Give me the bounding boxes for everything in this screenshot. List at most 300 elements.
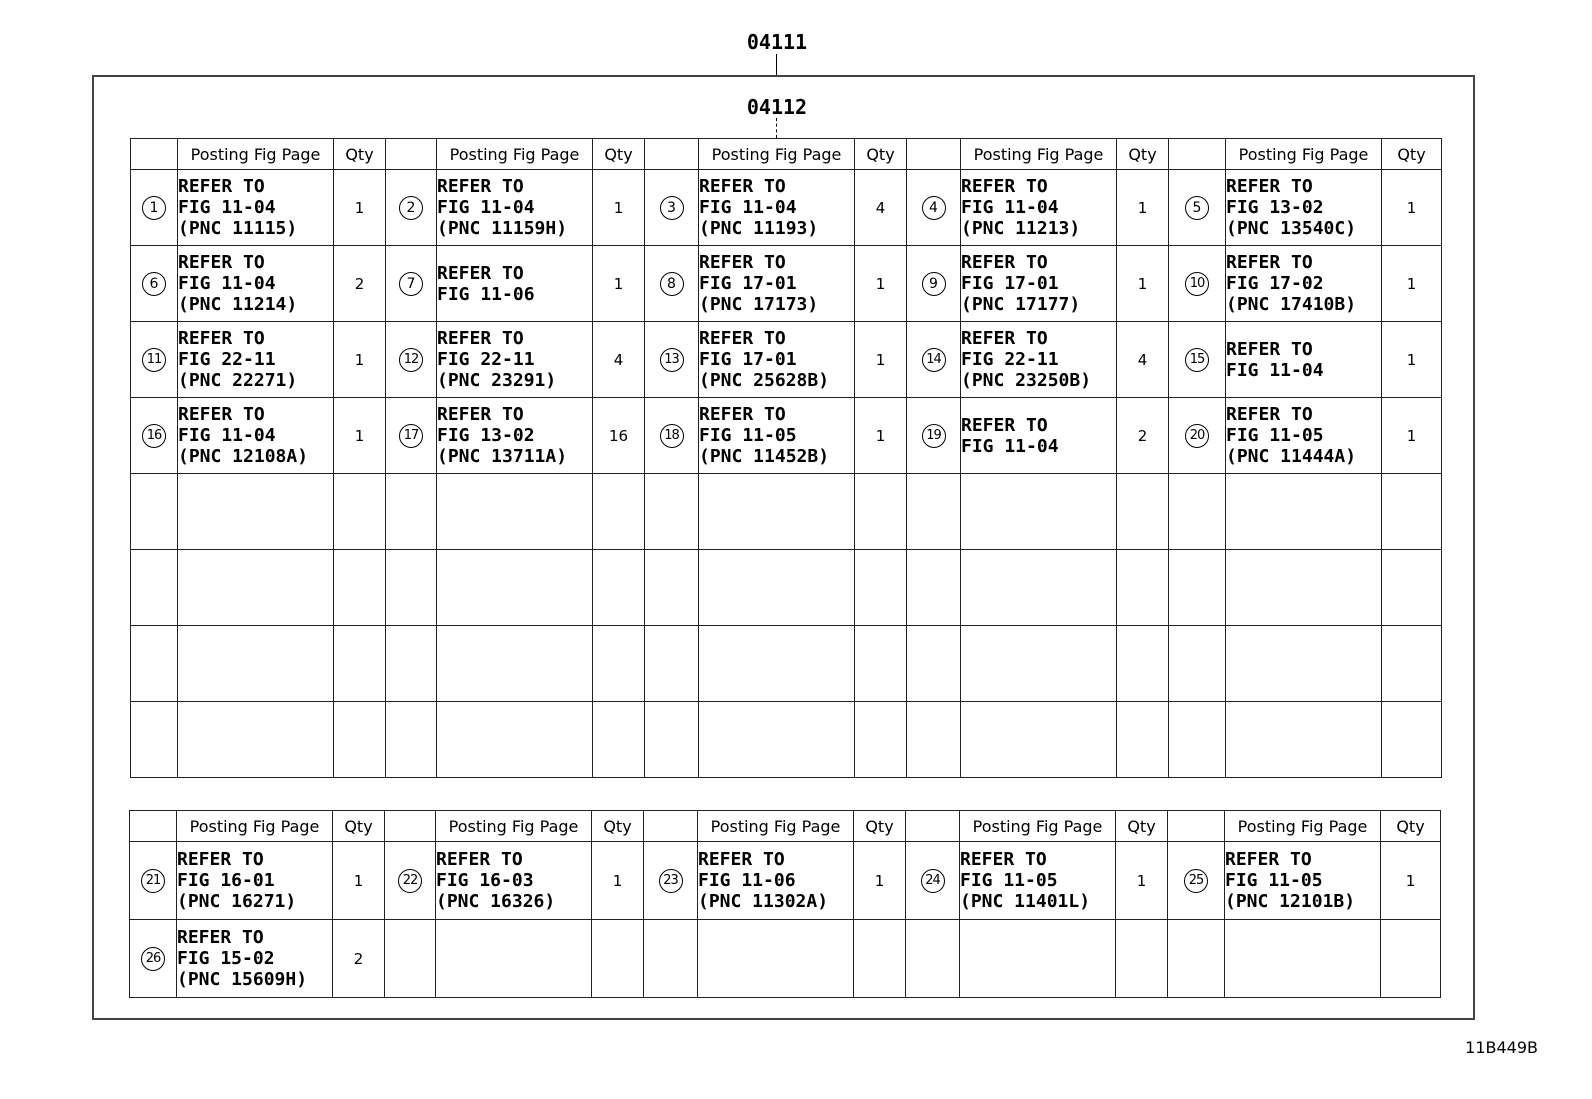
qty-cell [1117,550,1169,626]
posting-fig-page-cell [178,322,334,398]
callout-number-circle: 6 [142,272,166,296]
reference-line: (PNC 11444A) [1226,446,1357,467]
reference-line: REFER TO [961,176,1048,197]
qty-value: 1 [1405,871,1416,890]
index-cell [645,550,699,626]
reference-line: (PNC 25628B) [699,370,830,391]
reference-text [1226,404,1381,467]
posting-fig-page-cell [178,398,334,474]
reference-line: FIG 11-04 [699,197,797,218]
qty-cell [334,322,386,398]
reference-line: (PNC 17173) [699,294,819,315]
posting-fig-page-cell [1226,702,1382,778]
reference-line: REFER TO [699,176,786,197]
callout-number-circle: 14 [922,348,946,372]
callout-number-circle: 7 [399,272,423,296]
qty-cell [1116,842,1168,920]
reference-line: (PNC 15609H) [177,969,308,990]
callout-number-circle: 13 [660,348,684,372]
reference-line: (PNC 23250B) [961,370,1092,391]
header-posting-fig-page: Posting Fig Page [1226,139,1382,170]
header-posting-fig-page: Posting Fig Page [1225,811,1381,842]
reference-text [699,328,854,391]
posting-fig-page-cell [961,550,1117,626]
reference-text [436,849,591,912]
index-cell [385,842,436,920]
reference-line: FIG 11-05 [1225,870,1323,891]
header-qty: Qty [334,139,386,170]
reference-line: REFER TO [177,927,264,948]
qty-value: 1 [613,198,624,217]
posting-fig-page-cell [1225,842,1381,920]
reference-text [437,263,592,305]
index-cell [907,170,961,246]
leader-line-04111 [776,54,777,76]
reference-text [1225,849,1380,912]
reference-line: (PNC 11302A) [698,891,829,912]
qty-value: 1 [354,426,365,445]
posting-fig-page-cell [961,398,1117,474]
header-posting-fig-page: Posting Fig Page [177,811,333,842]
qty-value: 1 [874,871,885,890]
callout-number-circle: 26 [141,947,165,971]
qty-value: 4 [1137,350,1148,369]
qty-cell [1382,398,1442,474]
qty-cell [855,474,907,550]
callout-number-circle: 10 [1185,272,1209,296]
posting-fig-page-cell [699,626,855,702]
reference-line: (PNC 16326) [436,891,556,912]
qty-cell [592,920,644,998]
header-posting-fig-page: Posting Fig Page [178,139,334,170]
reference-line: FIG 15-02 [177,948,275,969]
header-qty: Qty [854,811,906,842]
reference-line: FIG 11-06 [437,283,535,305]
posting-fig-page-cell [178,246,334,322]
qty-value: 4 [613,350,624,369]
reference-text [961,328,1116,391]
reference-line: FIG 11-05 [960,870,1058,891]
qty-cell [1117,702,1169,778]
index-cell [1169,626,1226,702]
posting-fig-page-cell [1226,626,1382,702]
index-cell [386,398,437,474]
reference-text [961,176,1116,239]
index-cell [131,322,178,398]
callout-number-circle: 1 [142,196,166,220]
qty-cell [334,550,386,626]
reference-line: FIG 16-01 [177,870,275,891]
header-qty: Qty [1381,811,1441,842]
header-index-cell [386,139,437,170]
qty-cell [592,842,644,920]
reference-text [699,404,854,467]
reference-line: REFER TO [1225,849,1312,870]
callout-number-circle: 9 [922,272,946,296]
header-index-cell [130,811,177,842]
qty-value: 1 [613,274,624,293]
callout-number-circle: 5 [1185,196,1209,220]
reference-line: REFER TO [960,849,1047,870]
reference-line: REFER TO [698,849,785,870]
posting-fig-page-cell [699,702,855,778]
posting-fig-page-cell [1226,474,1382,550]
posting-fig-page-cell [1226,322,1382,398]
posting-fig-page-cell [960,920,1116,998]
reference-line: FIG 11-05 [1226,425,1324,446]
index-cell [645,626,699,702]
reference-text [960,849,1115,912]
posting-fig-page-cell [1226,398,1382,474]
reference-text [177,927,332,990]
qty-cell [1117,322,1169,398]
reference-line: REFER TO [437,328,524,349]
posting-fig-page-cell [178,702,334,778]
qty-value: 1 [875,350,886,369]
reference-line: FIG 11-04 [178,197,276,218]
index-cell [1169,322,1226,398]
reference-line: (PNC 12108A) [178,446,309,467]
posting-fig-page-cell [178,626,334,702]
table-row [130,920,1441,998]
index-cell [386,322,437,398]
posting-fig-page-cell [437,322,593,398]
posting-fig-page-cell [699,246,855,322]
reference-line: (PNC 11115) [178,218,298,239]
index-cell [907,550,961,626]
posting-fig-page-cell [437,702,593,778]
callout-number-circle: 2 [399,196,423,220]
index-cell [1169,398,1226,474]
qty-cell [1117,474,1169,550]
index-cell [1169,246,1226,322]
qty-value: 1 [1406,198,1417,217]
callout-number-circle: 23 [659,869,683,893]
qty-cell [855,550,907,626]
index-cell [1169,550,1226,626]
qty-cell [854,920,906,998]
reference-line: REFER TO [961,252,1048,273]
posting-fig-page-cell [961,170,1117,246]
reference-line: REFER TO [437,176,524,197]
posting-fig-page-cell [437,474,593,550]
qty-cell [593,626,645,702]
posting-fig-page-cell [178,474,334,550]
reference-line: (PNC 13711A) [437,446,568,467]
posting-fig-page-cell [698,920,854,998]
qty-cell [593,246,645,322]
reference-line: FIG 11-06 [698,870,796,891]
reference-line: (PNC 12101B) [1225,891,1356,912]
header-qty: Qty [593,139,645,170]
table-row [131,550,1442,626]
reference-line: REFER TO [178,328,265,349]
reference-text [698,849,853,912]
qty-value: 1 [1406,274,1417,293]
qty-value: 16 [608,426,629,445]
qty-cell [334,626,386,702]
posting-fig-page-cell [961,246,1117,322]
reference-text [961,415,1116,457]
posting-fig-page-cell [1226,246,1382,322]
index-cell [386,550,437,626]
reference-line: REFER TO [177,849,264,870]
index-cell [907,702,961,778]
reference-line: REFER TO [1226,404,1313,425]
reference-line: REFER TO [699,404,786,425]
reference-line: (PNC 17410B) [1226,294,1357,315]
reference-line: (PNC 11193) [699,218,819,239]
reference-text [178,176,333,239]
qty-value: 1 [1136,871,1147,890]
reference-line: FIG 13-02 [1226,197,1324,218]
index-cell [907,474,961,550]
reference-line: REFER TO [699,328,786,349]
posting-fig-page-cell [961,474,1117,550]
reference-line: REFER TO [178,252,265,273]
index-cell [131,626,178,702]
qty-value: 1 [353,871,364,890]
qty-cell [334,474,386,550]
posting-fig-page-cell [961,702,1117,778]
reference-line: REFER TO [437,404,524,425]
reference-line: FIG 11-04 [961,197,1059,218]
qty-cell [1382,702,1442,778]
index-cell [1169,474,1226,550]
index-cell [644,920,698,998]
qty-value: 1 [875,274,886,293]
reference-text [178,404,333,467]
callout-number-circle: 15 [1185,348,1209,372]
index-cell [906,920,960,998]
qty-cell [1117,398,1169,474]
table-row [131,702,1442,778]
index-cell [130,920,177,998]
index-cell [1169,702,1226,778]
posting-fig-page-cell [436,920,592,998]
reference-line: FIG 16-03 [436,870,534,891]
reference-text [961,252,1116,315]
qty-value: 2 [353,949,364,968]
callout-number-circle: 16 [142,424,166,448]
callout-number-circle: 3 [660,196,684,220]
header-qty: Qty [1116,811,1168,842]
reference-line: FIG 17-01 [699,273,797,294]
index-cell [131,398,178,474]
index-cell [645,474,699,550]
table-header-row [130,811,1441,842]
index-cell [386,246,437,322]
header-qty: Qty [855,139,907,170]
index-cell [645,246,699,322]
qty-cell [1382,246,1442,322]
reference-line: FIG 11-04 [1226,359,1324,381]
posting-fig-page-cell [436,842,592,920]
header-index-cell [131,139,178,170]
index-cell [386,474,437,550]
reference-line: FIG 11-05 [699,425,797,446]
callout-number-circle: 4 [922,196,946,220]
reference-text [177,849,332,912]
reference-line: FIG 17-01 [961,273,1059,294]
header-qty: Qty [333,811,385,842]
reference-line: REFER TO [961,414,1048,436]
qty-cell [855,398,907,474]
reference-line: FIG 13-02 [437,425,535,446]
posting-fig-page-cell [177,842,333,920]
callout-number-circle: 12 [399,348,423,372]
qty-cell [593,398,645,474]
reference-line: (PNC 17177) [961,294,1081,315]
index-cell [1168,920,1225,998]
posting-fig-page-cell [437,550,593,626]
reference-text [699,176,854,239]
header-posting-fig-page: Posting Fig Page [699,139,855,170]
posting-fig-page-cell [699,550,855,626]
reference-line: (PNC 11214) [178,294,298,315]
table-row [131,398,1442,474]
qty-cell [593,702,645,778]
reference-line: REFER TO [961,328,1048,349]
qty-value: 4 [875,198,886,217]
index-cell [1168,842,1225,920]
index-cell [385,920,436,998]
index-cell [386,702,437,778]
posting-fig-page-cell [960,842,1116,920]
index-cell [131,246,178,322]
qty-value: 1 [875,426,886,445]
table-row [131,170,1442,246]
header-index-cell [1168,811,1225,842]
callout-number-circle: 24 [921,869,945,893]
posting-fig-page-cell [1226,170,1382,246]
reference-text [699,252,854,315]
qty-cell [1381,842,1441,920]
table-row [131,474,1442,550]
qty-cell [333,842,385,920]
qty-cell [593,474,645,550]
reference-line: (PNC 13540C) [1226,218,1357,239]
posting-fig-page-cell [1225,920,1381,998]
index-cell [907,246,961,322]
callout-number-circle: 20 [1185,424,1209,448]
header-index-cell [644,811,698,842]
posting-fig-page-cell [178,550,334,626]
callout-number-circle: 19 [922,424,946,448]
callout-number-circle: 22 [398,869,422,893]
header-posting-fig-page: Posting Fig Page [960,811,1116,842]
callout-number-circle: 18 [660,424,684,448]
posting-fig-page-cell [437,398,593,474]
reference-text [178,252,333,315]
reference-text [178,328,333,391]
qty-cell [1382,322,1442,398]
reference-line: FIG 11-04 [178,425,276,446]
qty-cell [1381,920,1441,998]
qty-cell [1382,550,1442,626]
posting-fig-page-cell [437,626,593,702]
reference-line: REFER TO [437,262,524,284]
index-cell [131,474,178,550]
qty-cell [334,398,386,474]
reference-line: REFER TO [699,252,786,273]
qty-value: 1 [612,871,623,890]
assembly-label-04111: 04111 [746,30,808,54]
callout-number-circle: 25 [1184,869,1208,893]
qty-value: 1 [1406,426,1417,445]
qty-cell [1117,246,1169,322]
qty-cell [593,322,645,398]
reference-text [437,404,592,467]
index-cell [645,170,699,246]
reference-line: REFER TO [178,176,265,197]
index-cell [131,702,178,778]
posting-fig-page-cell [961,322,1117,398]
posting-fig-page-cell [1226,550,1382,626]
header-posting-fig-page: Posting Fig Page [961,139,1117,170]
index-cell [645,322,699,398]
leader-line-04112 [776,118,777,138]
reference-line: REFER TO [1226,176,1313,197]
qty-cell [334,246,386,322]
header-posting-fig-page: Posting Fig Page [698,811,854,842]
upper-parts-table [130,138,1442,778]
reference-line: FIG 11-04 [178,273,276,294]
reference-line: REFER TO [178,404,265,425]
reference-text [437,328,592,391]
header-qty: Qty [1382,139,1442,170]
index-cell [386,170,437,246]
header-qty: Qty [1117,139,1169,170]
qty-value: 2 [354,274,365,293]
reference-line: FIG 22-11 [178,349,276,370]
assembly-label-04112: 04112 [746,95,808,119]
index-cell [131,170,178,246]
reference-line: REFER TO [436,849,523,870]
qty-value: 1 [1137,198,1148,217]
qty-value: 1 [1137,274,1148,293]
qty-value: 2 [1137,426,1148,445]
posting-fig-page-cell [699,398,855,474]
posting-fig-page-cell [437,170,593,246]
header-qty: Qty [592,811,644,842]
posting-fig-page-cell [699,170,855,246]
qty-value: 1 [354,198,365,217]
qty-cell [1117,626,1169,702]
table-row [130,842,1441,920]
header-posting-fig-page: Posting Fig Page [437,139,593,170]
qty-cell [1116,920,1168,998]
posting-fig-page-cell [699,474,855,550]
reference-text [437,176,592,239]
header-posting-fig-page: Posting Fig Page [436,811,592,842]
posting-fig-page-cell [437,246,593,322]
qty-value: 1 [354,350,365,369]
table-row [131,246,1442,322]
index-cell [907,398,961,474]
qty-cell [333,920,385,998]
qty-cell [855,170,907,246]
posting-fig-page-cell [178,170,334,246]
reference-text [1226,176,1381,239]
index-cell [1169,170,1226,246]
index-cell [386,626,437,702]
reference-line: REFER TO [1226,252,1313,273]
reference-line: FIG 22-11 [437,349,535,370]
qty-cell [1382,626,1442,702]
qty-cell [593,550,645,626]
reference-line: REFER TO [1226,338,1313,360]
